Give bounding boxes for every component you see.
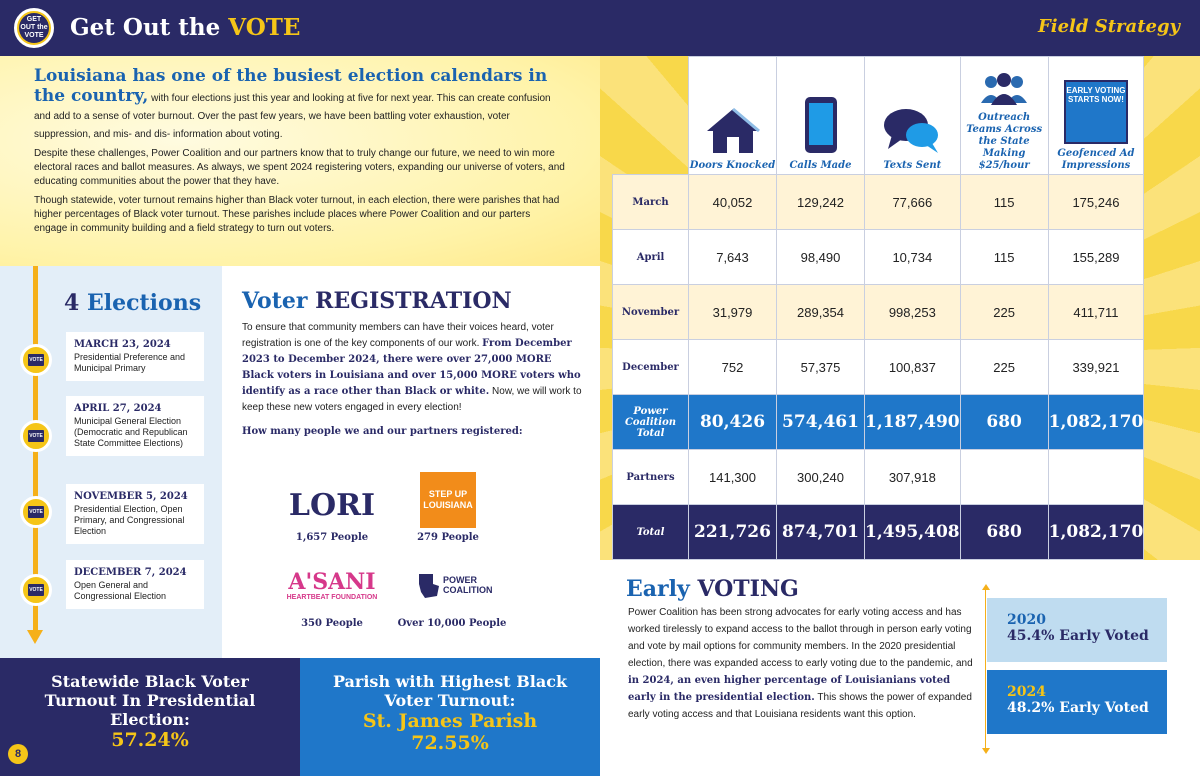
- early-voting-title: Early VOTING: [626, 576, 799, 602]
- asani-heartbeat-foundation-logo: A'SANI HEARTBEAT FOUNDATION: [286, 568, 378, 601]
- header-bar-right: [600, 0, 1200, 56]
- intro-panel: [0, 56, 600, 266]
- louisiana-fist-icon: [417, 570, 441, 600]
- ballot-box-icon: VOTE: [20, 496, 52, 528]
- lori-logo: LORI: [288, 487, 376, 523]
- power-coalition-logo: POWER COALITION: [392, 562, 512, 608]
- arrow-down-icon: [982, 748, 990, 754]
- early-voted-2024-box: 2024 48.2% Early Voted: [987, 670, 1167, 734]
- table-row: December 752 57,375 100,837 225 339,921: [613, 340, 1144, 395]
- get-out-the-vote-logo: GET OUT the VOTE: [14, 8, 54, 48]
- table-row: March 40,052 129,242 77,666 115 175,246: [613, 175, 1144, 230]
- early-voted-2020-box: 2020 45.4% Early Voted: [987, 598, 1167, 662]
- voter-registration-panel: [222, 266, 600, 658]
- table-row-total: Total 221,726 874,701 1,495,408 680 1,082,170: [613, 505, 1144, 560]
- partner-power-coalition: POWER COALITION Over 10,000 People: [392, 562, 512, 630]
- col-calls-made: Calls Made: [777, 57, 865, 175]
- early-voting-body: Power Coalition has been strong advocates for early voting access and has worked tirelessly to expand access to the ballot through in person early voting and vote by mail options for community members. In the 2020 presidential election, there was expanded access to early voting due to the pandemic, and in 2024, an even higher percentage of Louisianians voted early in the presidential election. This shows the power of expanded early voting access and that Louisiana residents want this option.: [628, 607, 973, 720]
- field-strategy-table: [612, 56, 1144, 560]
- col-outreach-teams: Outreach Teams Across the State Making $25/hour: [960, 57, 1048, 175]
- early-voting-panel: [600, 560, 1200, 776]
- voter-registration-body: To ensure that community members can have their voices heard, voter registration is one of the key components of our work. From December 2023 to December 2024, there were over 27,000 MORE Black voters in Louisiana and over 15,000 MORE voters who identify as a race other than Black or white. Now, we will work to keep these new voters engaged in every election!: [242, 322, 582, 413]
- ballot-box-icon: VOTE: [20, 420, 52, 452]
- elections-title: 4 Elections: [64, 290, 202, 316]
- table-row-power-coalition-total: Power Coalition Total 80,426 574,461 1,187,490 680 1,082,170: [613, 395, 1144, 450]
- election-card: NOVEMBER 5, 2024 Presidential Election, Open Primary, and Congressional Election: [66, 484, 204, 544]
- intro-paragraph: Despite these challenges, Power Coalition and our partners know that to truly change our future, we need to win more electoral races and ballot measures. As always, we spent 2024 registering voters, expanding our universe of voters, and educating communities about the power that they have.: [34, 148, 565, 187]
- election-card: DECEMBER 7, 2024 Open General and Congressional Election: [66, 560, 204, 609]
- people-group-icon: [979, 73, 1029, 107]
- elections-timeline: [0, 266, 222, 658]
- phone-icon: [801, 95, 841, 155]
- header-bar-left: [0, 0, 600, 56]
- ballot-box-icon: VOTE: [20, 344, 52, 376]
- partner-lori: LORI 1,657 People: [272, 482, 392, 543]
- arrow-up-icon: [982, 584, 990, 590]
- table-row: April 7,643 98,490 10,734 115 155,289: [613, 230, 1144, 285]
- col-geofenced-ad-impressions: EARLY VOTING STARTS NOW! Geofenced Ad Impressions: [1048, 57, 1144, 175]
- election-card: APRIL 27, 2024 Municipal General Election (Democratic and Republican State Committee Elections): [66, 396, 204, 456]
- table-header-row: [613, 57, 1144, 175]
- ballot-box-icon: VOTE: [20, 574, 52, 606]
- table-row: November 31,979 289,354 998,253 225 411,711: [613, 285, 1144, 340]
- page-number-left: 8: [8, 744, 28, 764]
- registration-question: How many people we and our partners registered:: [242, 426, 523, 437]
- early-voting-ad-image: EARLY VOTING STARTS NOW!: [1064, 80, 1128, 144]
- voter-registration-title: Voter REGISTRATION: [242, 288, 512, 314]
- table-row: Partners 141,300 300,240 307,918: [613, 450, 1144, 505]
- intro-paragraph: Though statewide, voter turnout remains higher than Black voter turnout, in each election, there were parishes that had higher percentages of Black voter turnout. These parishes include places where Power Coalition and our parters engage in community building and a field strategy to turn out voters.: [34, 195, 560, 234]
- highest-parish-turnout-stat: Parish with Highest Black Voter Turnout: St. James Parish 72.55%: [300, 658, 600, 776]
- house-icon: [703, 105, 763, 155]
- page-title: Get Out the VOTE: [70, 14, 301, 41]
- election-card: MARCH 23, 2024 Presidential Preference and Municipal Primary: [66, 332, 204, 381]
- section-title: Field Strategy: [1037, 16, 1180, 37]
- partner-asani: A'SANI HEARTBEAT FOUNDATION 350 People: [272, 562, 392, 629]
- timeline-arrow-icon: [27, 630, 43, 644]
- col-texts-sent: Texts Sent: [865, 57, 961, 175]
- partner-step-up-louisiana: STEP UP LOUISIANA 279 People: [388, 472, 508, 543]
- step-up-louisiana-logo: STEP UP LOUISIANA: [388, 472, 508, 528]
- statewide-turnout-stat: Statewide Black Voter Turnout In Presidential Election: 57.24%: [0, 658, 300, 776]
- intro-headline: Louisiana has one of the busiest election calendars in the country, with four elections just this year and looking at five for next year. This can create confusion and add to a sense of voter burnout. Over the past few years, we have been battling voter exhaustion, voter suppression, and mis- and dis- information about voting.: [34, 66, 551, 140]
- chat-bubbles-icon: [882, 105, 942, 155]
- early-voting-timeline-line: [985, 588, 986, 750]
- col-doors-knocked: Doors Knocked: [689, 57, 777, 175]
